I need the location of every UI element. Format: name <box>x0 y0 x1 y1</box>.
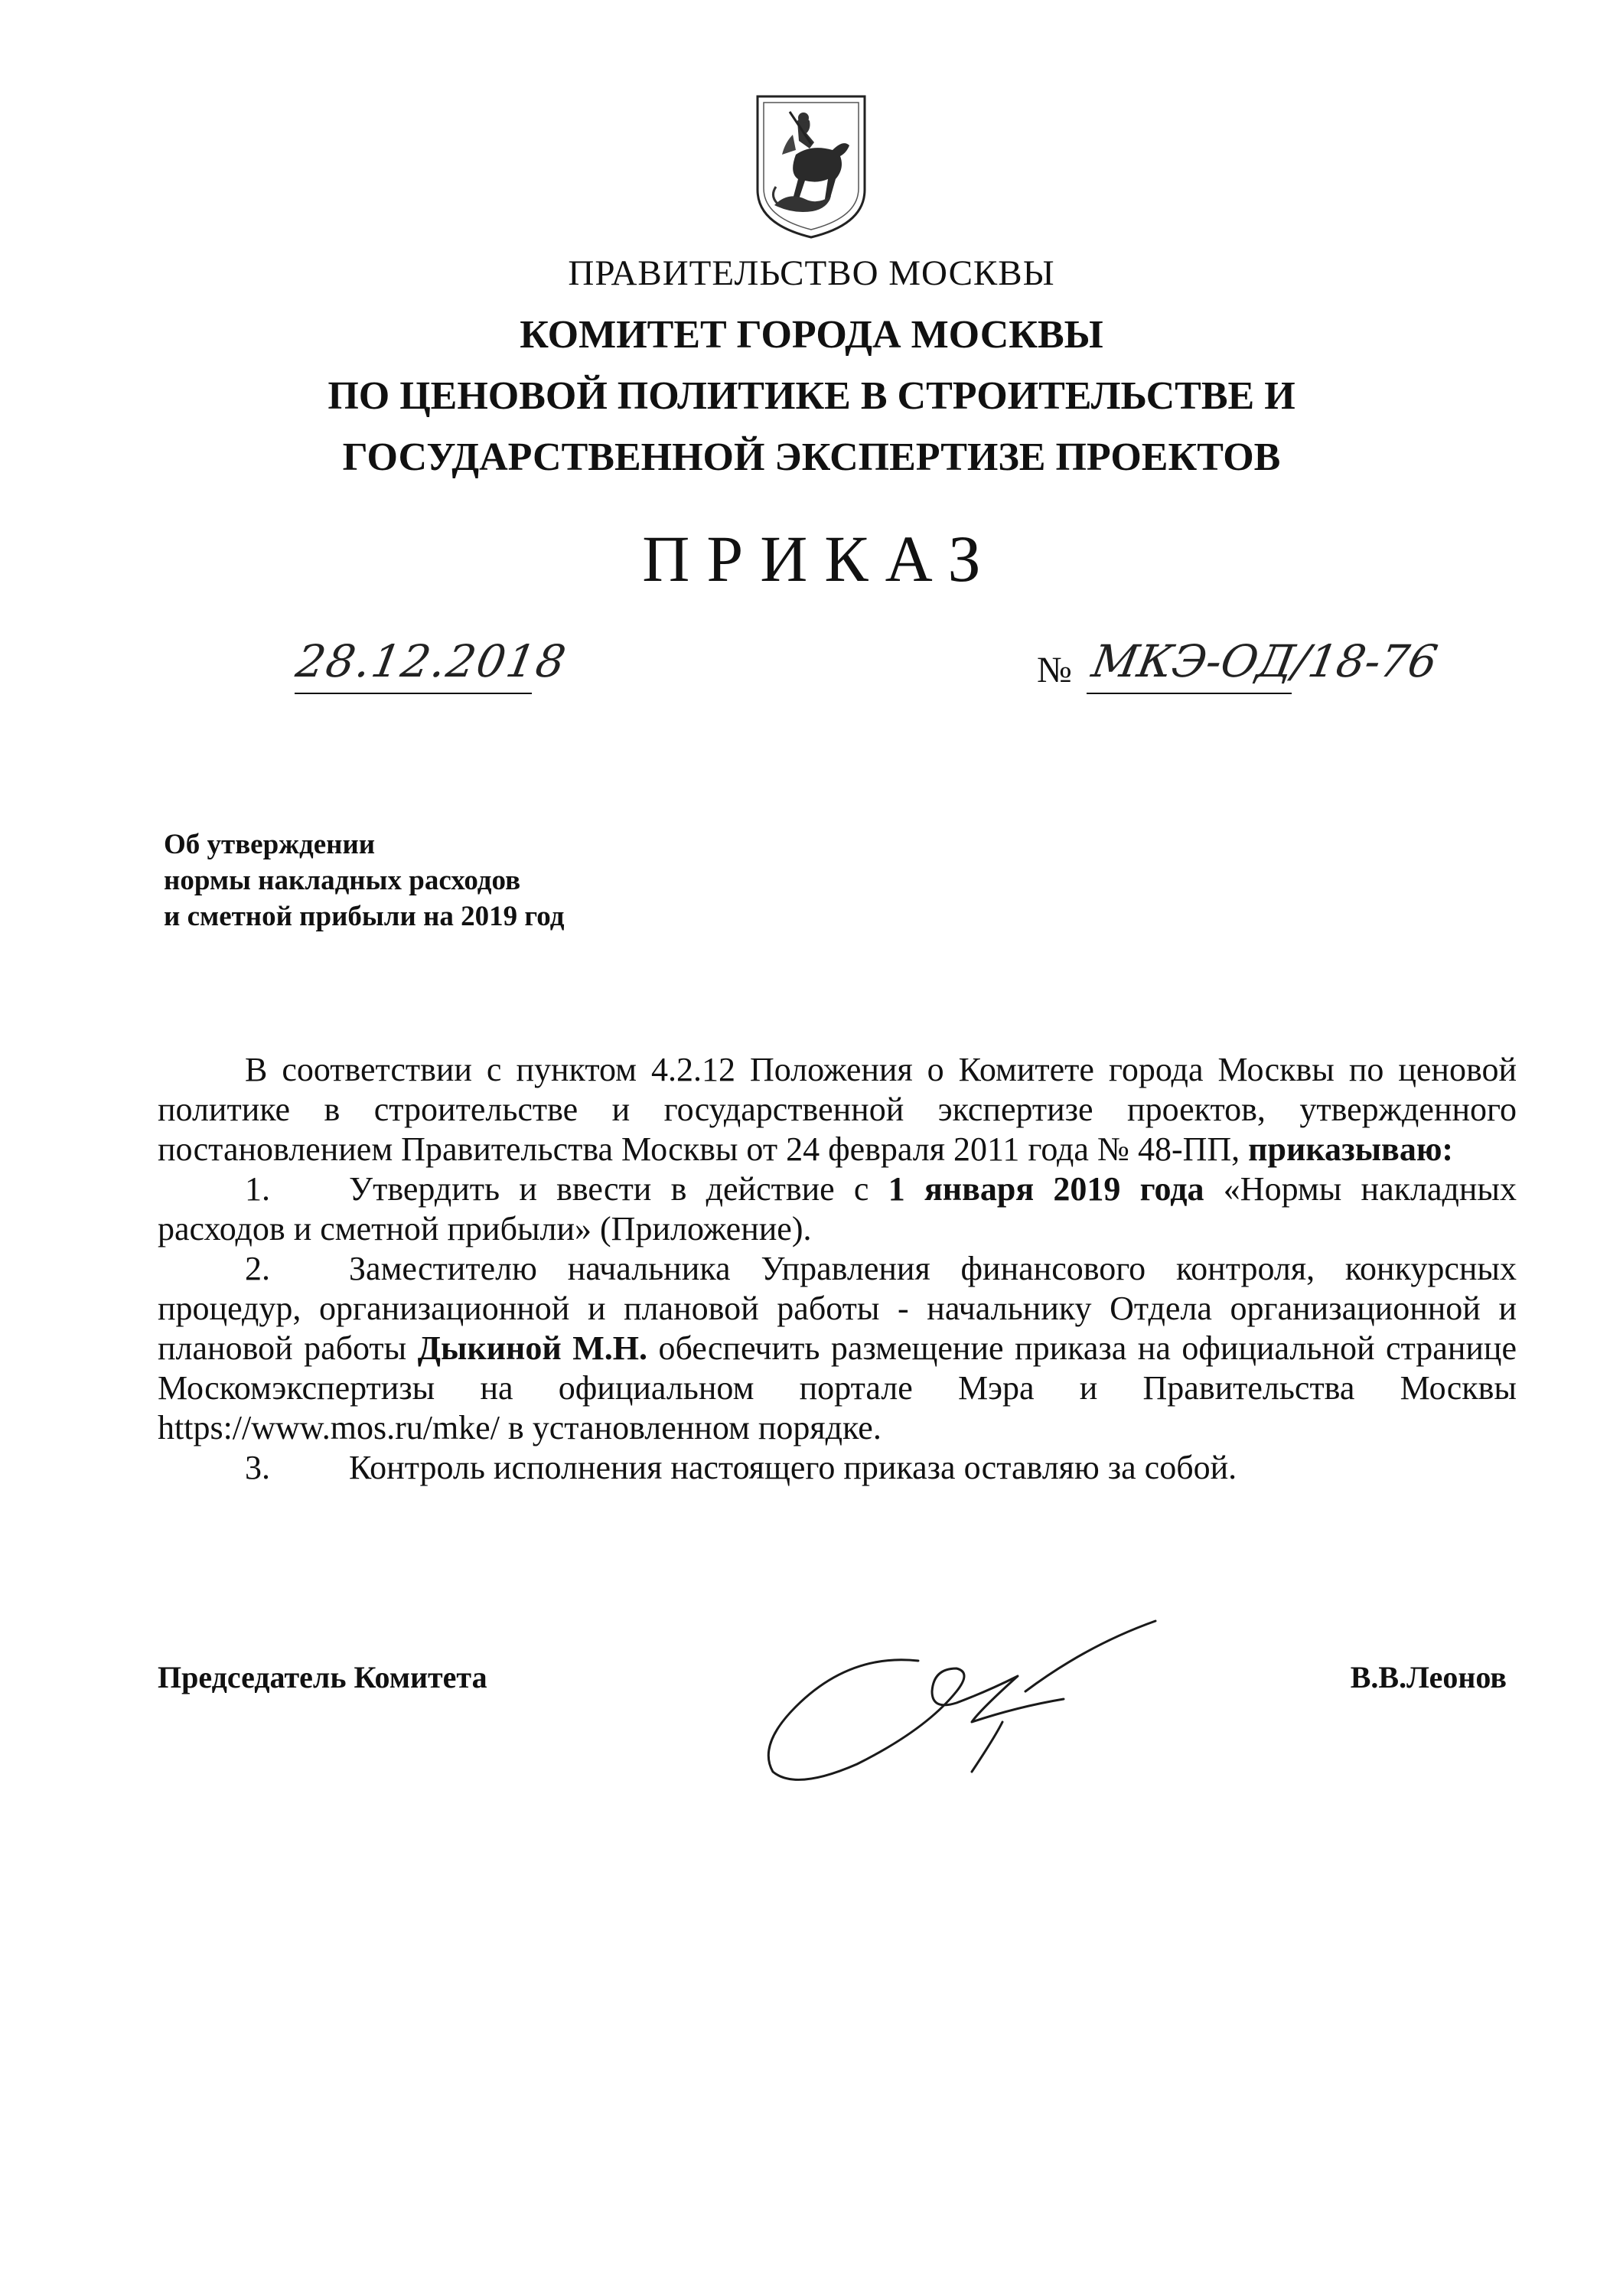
date-underline <box>295 693 532 694</box>
number-underline <box>1087 693 1292 694</box>
item-text: Контроль исполнения настоящего приказа оставляю за собой. <box>349 1449 1237 1486</box>
preamble-bold: приказываю: <box>1248 1130 1454 1168</box>
item-bold: 1 января 2019 года <box>888 1170 1204 1208</box>
document-type: ПРИКАЗ <box>642 522 998 595</box>
handwritten-signature <box>727 1607 1171 1806</box>
order-item-2 <box>158 1249 1517 1448</box>
item-number: 2. <box>245 1250 270 1287</box>
item-text: Утвердить и ввести в действие с <box>349 1170 869 1208</box>
item-number: 3. <box>245 1449 270 1486</box>
order-date: 28.12.2018 <box>292 635 572 687</box>
committee-title-line-2: ПО ЦЕНОВОЙ ПОЛИТИКЕ В СТРОИТЕЛЬСТВЕ И <box>328 374 1295 418</box>
moscow-coat-of-arms-icon <box>750 90 872 243</box>
item-number: 1. <box>245 1170 270 1208</box>
subject-line-3: и сметной прибыли на 2019 год <box>164 901 565 932</box>
item-bold: Дыкиной М.Н. <box>417 1329 647 1367</box>
signatory-position: Председатель Комитета <box>158 1660 487 1694</box>
order-item-1 <box>158 1169 1517 1249</box>
subject-line-1: Об утверждении <box>164 829 376 860</box>
subject-line-2: нормы накладных расходов <box>164 865 521 896</box>
number-sign: № <box>1037 650 1072 690</box>
preamble <box>158 1050 1517 1169</box>
order-number: МКЭ-ОД/18-76 <box>1088 635 1442 687</box>
committee-title-line-1: КОМИТЕТ ГОРОДА МОСКВЫ <box>520 313 1103 357</box>
order-subject <box>164 827 564 934</box>
item-text: Заместителю начальника Управления финансового контроля, конкурсных процедур, организационной и плановой работы - начальнику Отдела организационной и плановой работы <box>158 1250 1517 1367</box>
item-text-cont: обеспечить размещение приказа на официальной странице Москомэкспертизы на официальном портале Мэра и Правительства Москвы https://www.mos.ru/mke/ в установленном порядке. <box>158 1329 1517 1446</box>
order-body <box>158 1050 1517 1488</box>
committee-title-line-3: ГОСУДАРСТВЕННОЙ ЭКСПЕРТИЗЕ ПРОЕКТОВ <box>342 435 1281 479</box>
preamble-text: В соответствии с пунктом 4.2.12 Положения о Комитете города Москвы по ценовой политике в строительстве и государственной экспертизе проектов, утвержденного постановлением Правительства Москвы от 24 февраля 2011 года № 48-ПП, <box>158 1051 1517 1168</box>
signatory-name: В.В.Леонов <box>1350 1660 1507 1694</box>
order-item-3 <box>158 1448 1517 1488</box>
government-title: ПРАВИТЕЛЬСТВО МОСКВЫ <box>568 253 1055 293</box>
item-text-cont: «Нормы накладных расходов и сметной прибыли» (Приложение). <box>158 1170 1517 1247</box>
